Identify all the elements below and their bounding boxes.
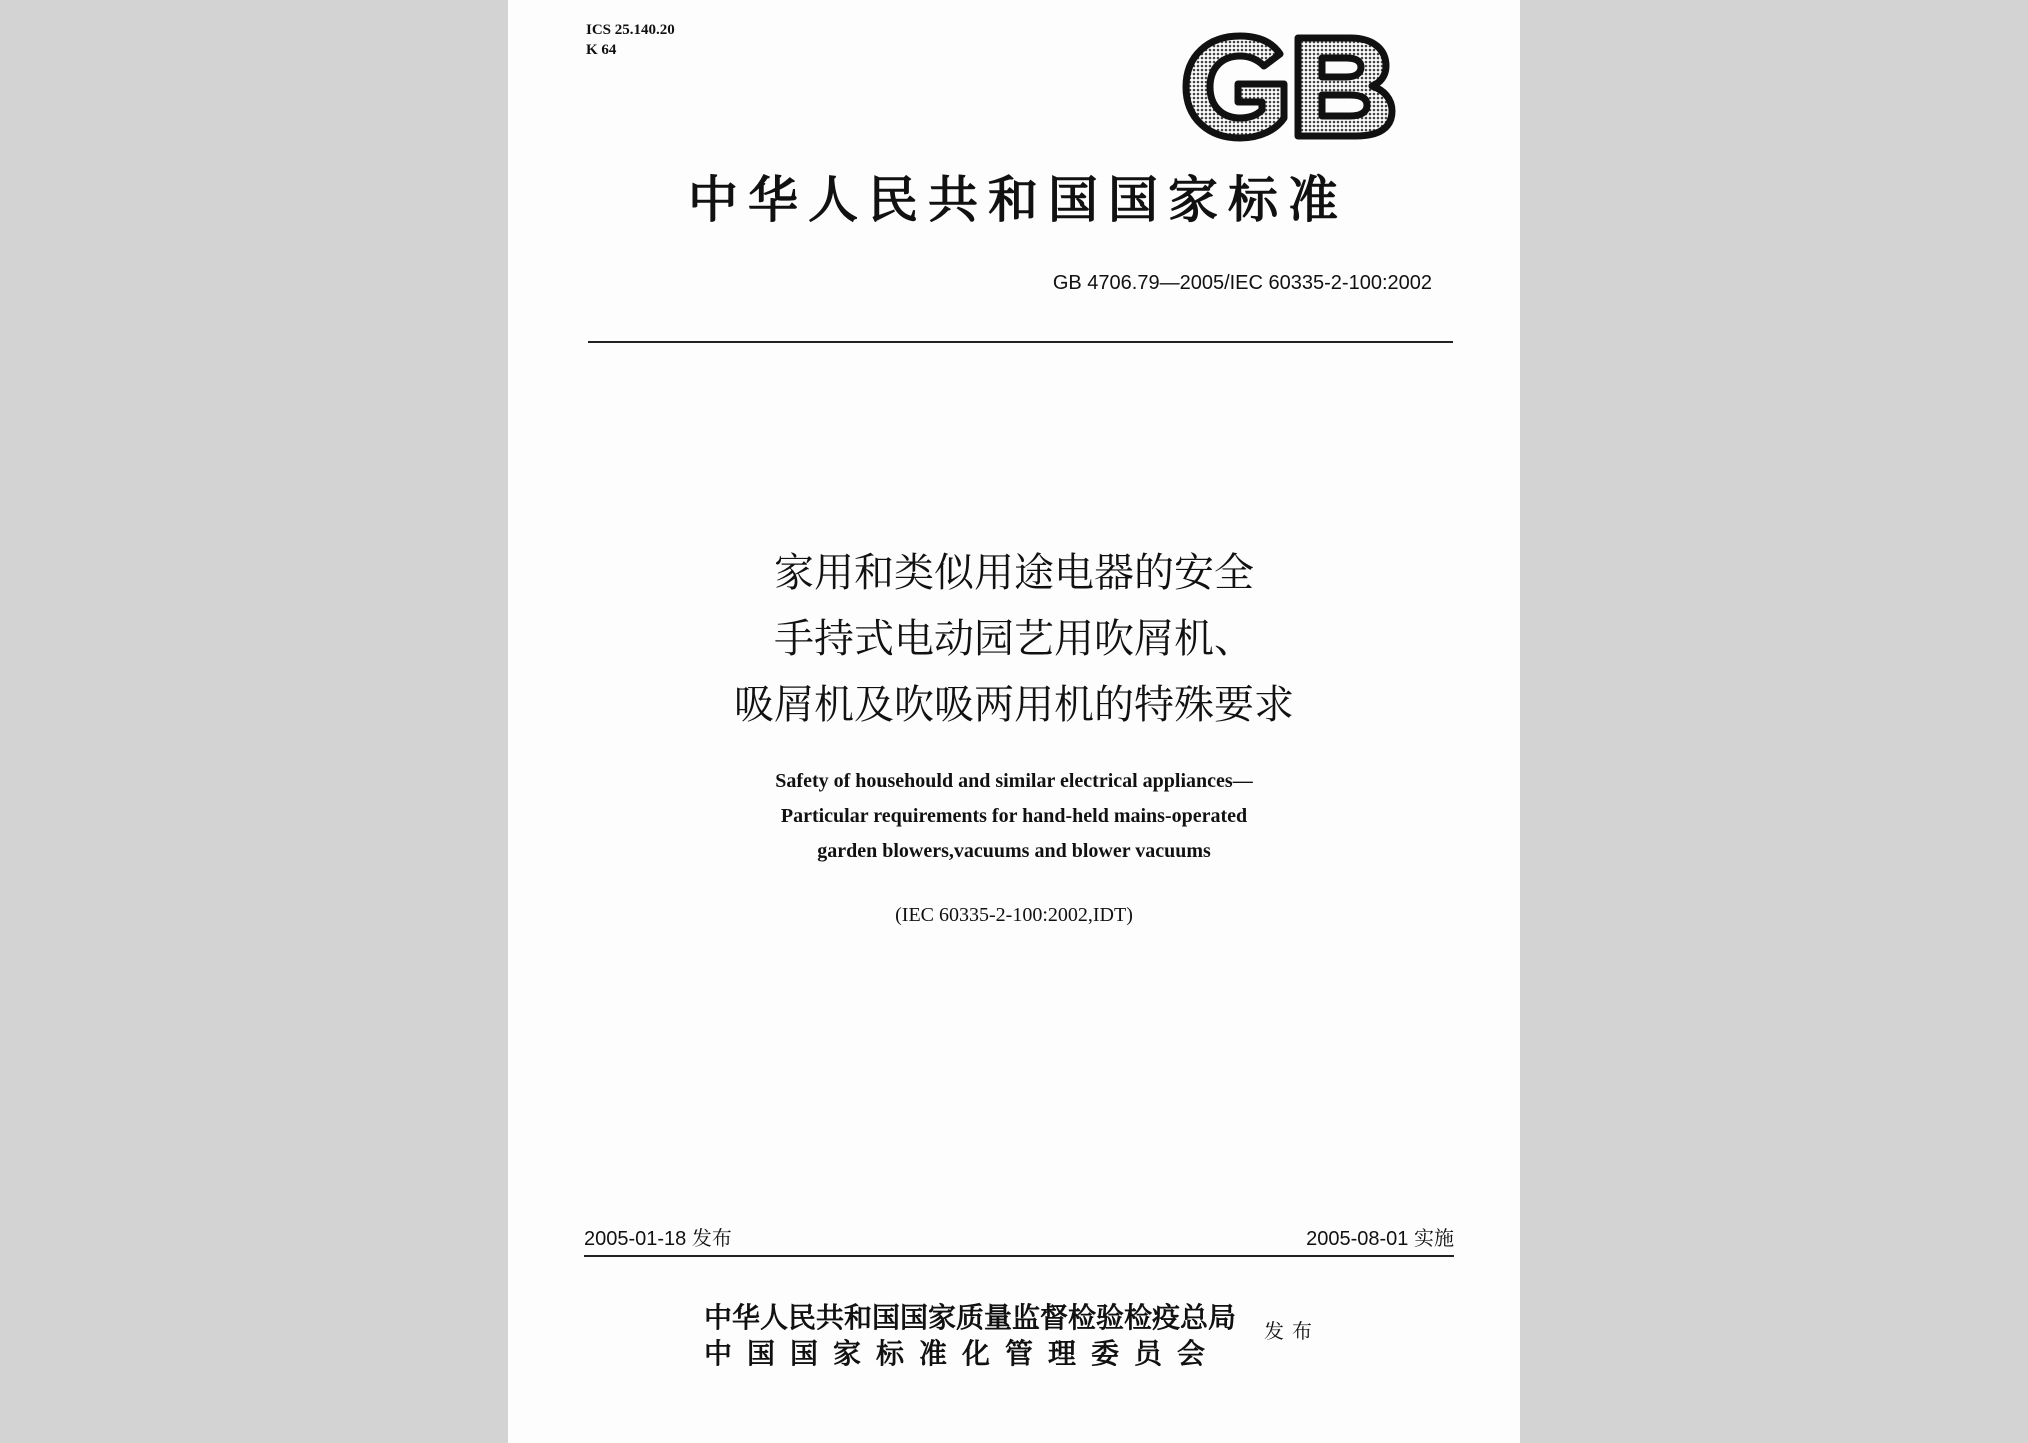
chinese-title-line-1: 家用和类似用途电器的安全 <box>774 550 1254 596</box>
english-title-line-1: Safety of househould and similar electrical appliances— <box>775 770 1253 792</box>
gb-logo <box>1180 32 1398 142</box>
chinese-title <box>508 540 1520 738</box>
top-divider <box>588 341 1453 343</box>
gb-logo-graphic <box>1180 32 1398 142</box>
issuer-aqsiq: 中华人民共和国国家质量监督检验检疫总局 <box>704 1301 1237 1334</box>
chinese-title-line-3: 吸屑机及吹吸两用机的特殊要求 <box>734 682 1294 728</box>
issuer-sac: 中国国家标准化管理委员会 <box>704 1337 1221 1370</box>
publish-label: 发布 <box>1264 1319 1320 1343</box>
bottom-divider <box>584 1255 1454 1257</box>
issuing-authorities <box>704 1300 1236 1372</box>
national-standard-title: 中华人民共和国国家标准 <box>688 170 1348 229</box>
english-title <box>508 764 1520 869</box>
implementation-date: 2005-08-01 实施 <box>1306 1228 1454 1250</box>
equivalence-statement: (IEC 60335-2-100:2002,IDT) <box>895 904 1133 926</box>
standard-cover-page <box>508 0 1520 1443</box>
english-title-line-2: Particular requirements for hand-held mains-operated <box>780 805 1248 827</box>
ics-code: ICS 25.140.20 <box>586 22 675 38</box>
classification-codes <box>586 20 675 60</box>
issue-date: 2005-01-18 发布 <box>584 1228 732 1250</box>
english-title-line-3: garden blowers,vacuums and blower vacuums <box>817 840 1211 862</box>
ccs-code: K 64 <box>586 42 617 58</box>
standard-number: GB 4706.79—2005/IEC 60335-2-100:2002 <box>1052 272 1432 294</box>
chinese-title-line-2: 手持式电动园艺用吹屑机、 <box>774 616 1254 662</box>
